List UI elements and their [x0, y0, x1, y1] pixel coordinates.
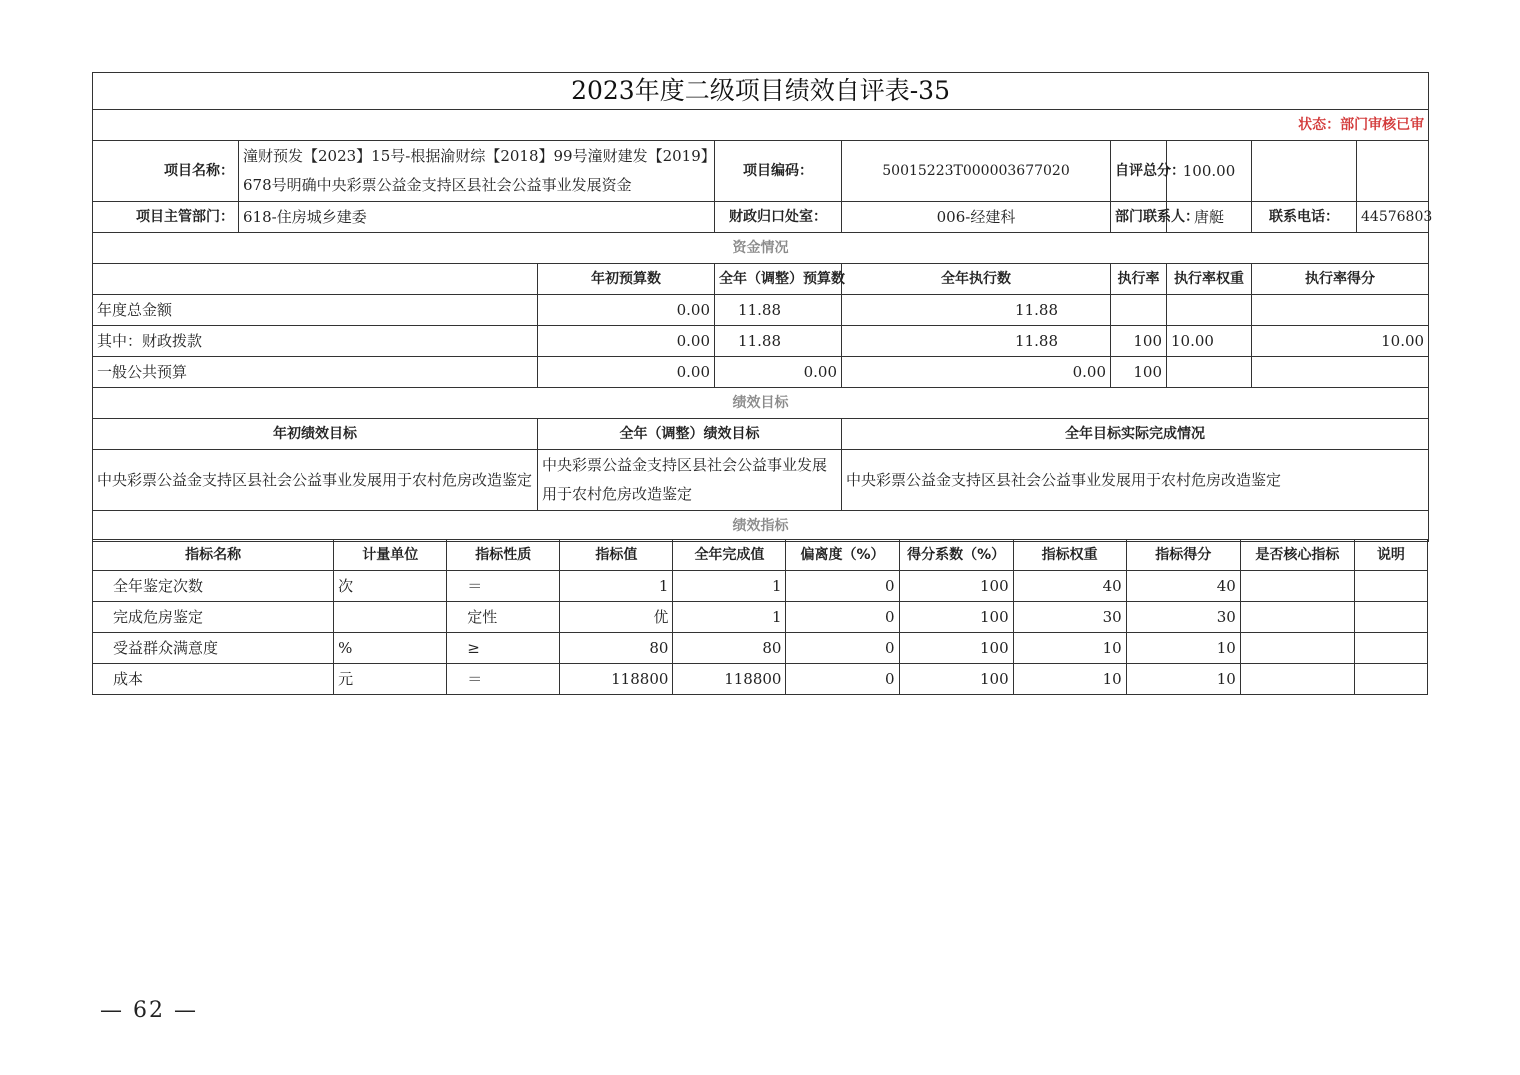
goals-header: 全年（调整）绩效目标 [538, 419, 842, 450]
contact-label: 部门联系人： [1111, 202, 1167, 233]
indicator-header: 计量单位 [334, 540, 447, 571]
indicator-name: 受益群众满意度 [93, 633, 334, 664]
indicator-header: 偏离度（%） [786, 540, 899, 571]
project-code-label: 项目编码： [715, 141, 842, 202]
indicator-name: 成本 [93, 664, 334, 695]
indicator-nature: 定性 [447, 602, 560, 633]
funds-executed: 0.00 [842, 357, 1111, 388]
finance-office-label: 财政归口处室： [715, 202, 842, 233]
indicator-actual: 1 [673, 602, 786, 633]
funds-adjusted: 11.88 [715, 326, 842, 357]
indicator-weight: 10 [1013, 664, 1126, 695]
empty-cell [1357, 141, 1429, 202]
funds-row [93, 357, 1429, 388]
table-row [93, 633, 1428, 664]
indicator-nature: ＝ [447, 664, 560, 695]
indicator-unit: % [334, 633, 447, 664]
indicator-score: 30 [1126, 602, 1240, 633]
funds-row-name: 年度总金额 [93, 295, 538, 326]
indicator-header: 指标值 [560, 540, 673, 571]
indicator-header: 全年完成值 [673, 540, 786, 571]
indicator-target: 优 [560, 602, 673, 633]
indicator-score: 40 [1126, 571, 1240, 602]
indicator-core [1240, 602, 1354, 633]
funds-header: 执行率得分 [1252, 264, 1429, 295]
funds-initial: 0.00 [538, 357, 715, 388]
indicator-coef: 100 [899, 664, 1013, 695]
indicator-deviation: 0 [786, 633, 899, 664]
indicator-target: 80 [560, 633, 673, 664]
indicator-coef: 100 [899, 633, 1013, 664]
funds-score: 10.00 [1252, 326, 1429, 357]
table-row [93, 664, 1428, 695]
indicator-note [1354, 633, 1427, 664]
project-code-value: 50015223T000003677020 [842, 141, 1111, 202]
funds-header: 执行率 [1111, 264, 1167, 295]
indicator-target: 1 [560, 571, 673, 602]
self-score-label: 自评总分： [1111, 141, 1167, 202]
funds-row [93, 295, 1429, 326]
goals-header: 年初绩效目标 [93, 419, 538, 450]
funds-rate [1111, 295, 1167, 326]
indicator-coef: 100 [899, 602, 1013, 633]
indicator-core [1240, 571, 1354, 602]
empty-cell [93, 264, 538, 295]
funds-header: 执行率权重 [1167, 264, 1252, 295]
evaluation-table [92, 72, 1433, 542]
goal-initial: 中央彩票公益金支持区县社会公益事业发展用于农村危房改造鉴定 [93, 450, 538, 511]
funds-adjusted: 11.88 [715, 295, 842, 326]
funds-weight: 10.00 [1167, 326, 1252, 357]
funds-initial: 0.00 [538, 326, 715, 357]
dept-label: 项目主管部门： [93, 202, 239, 233]
indicator-actual: 80 [673, 633, 786, 664]
phone-label: 联系电话： [1252, 202, 1357, 233]
indicator-deviation: 0 [786, 602, 899, 633]
project-name-label: 项目名称： [93, 141, 239, 202]
indicators-section-title: 绩效指标 [93, 511, 1429, 542]
funds-score [1252, 295, 1429, 326]
indicator-header: 是否核心指标 [1240, 540, 1354, 571]
funds-row-name: 其中：财政拨款 [93, 326, 538, 357]
indicator-deviation: 0 [786, 571, 899, 602]
funds-header: 年初预算数 [538, 264, 715, 295]
indicator-score: 10 [1126, 633, 1240, 664]
indicator-name: 完成危房鉴定 [93, 602, 334, 633]
funds-weight [1167, 295, 1252, 326]
indicator-nature: ＝ [447, 571, 560, 602]
goals-header: 全年目标实际完成情况 [842, 419, 1429, 450]
funds-weight [1167, 357, 1252, 388]
indicator-header: 说明 [1354, 540, 1427, 571]
funds-score [1252, 357, 1429, 388]
goal-adjusted: 中央彩票公益金支持区县社会公益事业发展用于农村危房改造鉴定 [538, 450, 842, 511]
funds-header: 全年（调整）预算数 [715, 264, 842, 295]
indicator-deviation: 0 [786, 664, 899, 695]
funds-header: 全年执行数 [842, 264, 1111, 295]
indicator-actual: 118800 [673, 664, 786, 695]
funds-row-name: 一般公共预算 [93, 357, 538, 388]
self-score-value: 100.00 [1167, 141, 1252, 202]
funds-row [93, 326, 1429, 357]
phone-value: 44576803 [1357, 202, 1429, 233]
table-row [93, 602, 1428, 633]
indicator-header: 指标性质 [447, 540, 560, 571]
indicator-coef: 100 [899, 571, 1013, 602]
goals-section-title: 绩效目标 [93, 388, 1429, 419]
indicator-header: 指标名称 [93, 540, 334, 571]
funds-rate: 100 [1111, 357, 1167, 388]
indicator-target: 118800 [560, 664, 673, 695]
indicator-unit: 元 [334, 664, 447, 695]
indicator-weight: 30 [1013, 602, 1126, 633]
indicators-table [92, 539, 1428, 695]
goal-actual: 中央彩票公益金支持区县社会公益事业发展用于农村危房改造鉴定 [842, 450, 1429, 511]
indicator-unit: 次 [334, 571, 447, 602]
funds-executed: 11.88 [842, 326, 1111, 357]
table-row [93, 571, 1428, 602]
page-title: 2023年度二级项目绩效自评表-35 [93, 73, 1429, 110]
indicator-core [1240, 664, 1354, 695]
funds-adjusted: 0.00 [715, 357, 842, 388]
page-number: — 62 — [100, 998, 198, 1023]
indicator-header: 指标权重 [1013, 540, 1126, 571]
contact-value: 唐艇 [1167, 202, 1252, 233]
indicator-header: 指标得分 [1126, 540, 1240, 571]
indicator-unit [334, 602, 447, 633]
funds-initial: 0.00 [538, 295, 715, 326]
indicator-actual: 1 [673, 571, 786, 602]
funds-section-title: 资金情况 [93, 233, 1429, 264]
status-text: 状态：部门审核已审 [93, 110, 1429, 141]
funds-rate: 100 [1111, 326, 1167, 357]
indicator-name: 全年鉴定次数 [93, 571, 334, 602]
indicator-header: 得分系数（%） [899, 540, 1013, 571]
dept-value: 618-住房城乡建委 [239, 202, 715, 233]
indicator-note [1354, 664, 1427, 695]
empty-cell [1252, 141, 1357, 202]
funds-executed: 11.88 [842, 295, 1111, 326]
finance-office-value: 006-经建科 [842, 202, 1111, 233]
indicator-weight: 10 [1013, 633, 1126, 664]
indicator-score: 10 [1126, 664, 1240, 695]
indicator-weight: 40 [1013, 571, 1126, 602]
indicator-note [1354, 571, 1427, 602]
indicator-note [1354, 602, 1427, 633]
indicator-core [1240, 633, 1354, 664]
project-name-value: 潼财预发【2023】15号-根据渝财综【2018】99号潼财建发【2019】678号明确中央彩票公益金支持区县社会公益事业发展资金 [239, 141, 715, 202]
indicator-nature: ≥ [447, 633, 560, 664]
